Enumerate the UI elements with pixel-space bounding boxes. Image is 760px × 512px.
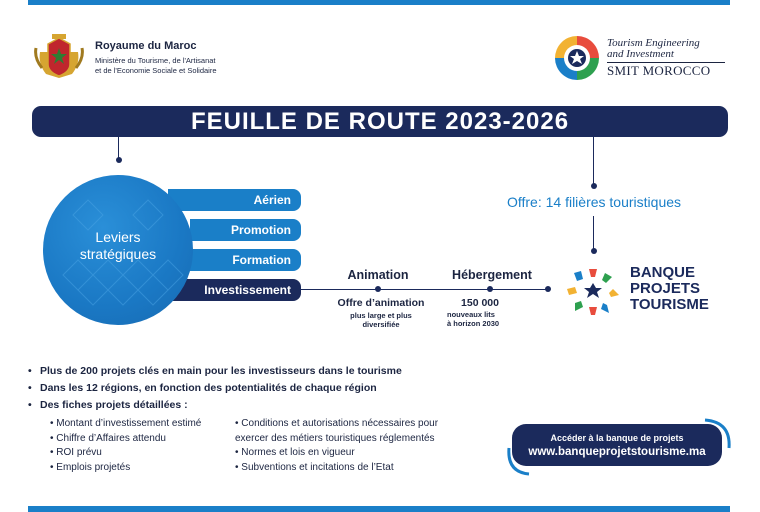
banque-projets-tourisme-star-icon — [565, 265, 621, 317]
cta-url-link[interactable]: www.banqueprojetstourisme.ma — [528, 446, 706, 458]
list-item: • Conditions et autorisations nécessaires pour — [235, 418, 439, 429]
animation-offer: Offre d’animation — [337, 297, 425, 309]
bottom-accent-bar — [28, 506, 730, 512]
details-column-2 — [235, 417, 438, 475]
list-item: • Plus de 200 projets clés en main pour les investisseurs dans le tourisme — [28, 365, 402, 377]
stage-animation-title: Animation — [347, 268, 409, 282]
banque-projets-tourisme-logo: BANQUE PROJETS TOURISME — [630, 264, 709, 313]
lever-promotion: Promotion — [190, 219, 301, 241]
smit-name: SMIT MOROCCO — [607, 63, 711, 78]
hebergement-description: nouveaux lits à horizon 2030 — [447, 310, 500, 328]
top-accent-bar — [28, 0, 730, 5]
list-item: • Chiffre d’Affaires attendu — [50, 432, 166, 444]
offer-text: Offre: 14 filières touristiques — [506, 194, 682, 210]
smit-mosaic-globe-icon — [553, 34, 601, 82]
cta-label: Accéder à la banque de projets — [550, 433, 684, 443]
stage-hebergement-title: Hébergement — [452, 268, 532, 282]
list-item: • Montant d’investissement estimé — [50, 418, 202, 429]
details-column-1 — [50, 417, 201, 475]
connector-line-right-top — [593, 137, 594, 185]
list-item: • Subventions et incitations de l’Etat — [235, 461, 394, 473]
list-item: • Des fiches projets détaillées : — [28, 399, 188, 411]
list-item: • Normes et lois en vigueur — [235, 447, 355, 458]
list-item: exercer des métiers touristiques réglementés — [235, 432, 435, 444]
flow-dot-end — [545, 286, 551, 292]
flow-line — [301, 289, 547, 290]
hebergement-count: 150 000 — [461, 297, 499, 309]
lever-aerien: Aérien — [168, 189, 301, 211]
lever-investissement: Investissement — [168, 279, 301, 301]
list-item: • Emplois projetés — [50, 461, 131, 473]
lever-formation: Formation — [190, 249, 301, 271]
smit-tagline-1: Tourism Engineering — [607, 37, 700, 49]
page-title: FEUILLE DE ROUTE 2023-2026 — [32, 106, 728, 137]
strategic-levers-circle — [43, 175, 193, 325]
list-item: • ROI prévu — [50, 447, 102, 458]
connector-line-right-bottom — [593, 216, 594, 250]
animation-description: plus large et plus diversifiée — [350, 311, 412, 329]
government-title: Royaume du Maroc — [95, 40, 197, 52]
flow-dot-animation — [375, 286, 381, 292]
project-bank-link-button[interactable] — [512, 424, 722, 466]
ministry-name: Ministère du Tourisme, de l'Artisanat et de l'Economie Sociale et Solidaire — [95, 56, 217, 75]
connector-dot-right-bottom — [591, 248, 597, 254]
connector-dot-right-top — [591, 183, 597, 189]
circle-label: Leviers stratégiques — [79, 229, 157, 262]
flow-dot-hebergement — [487, 286, 493, 292]
connector-line-left — [118, 137, 119, 159]
list-item: • Dans les 12 régions, en fonction des potentialités de chaque région — [28, 382, 377, 394]
smit-tagline-2: and Investment — [607, 48, 674, 60]
moroccan-coat-of-arms-icon — [34, 34, 84, 80]
connector-dot-left — [116, 157, 122, 163]
